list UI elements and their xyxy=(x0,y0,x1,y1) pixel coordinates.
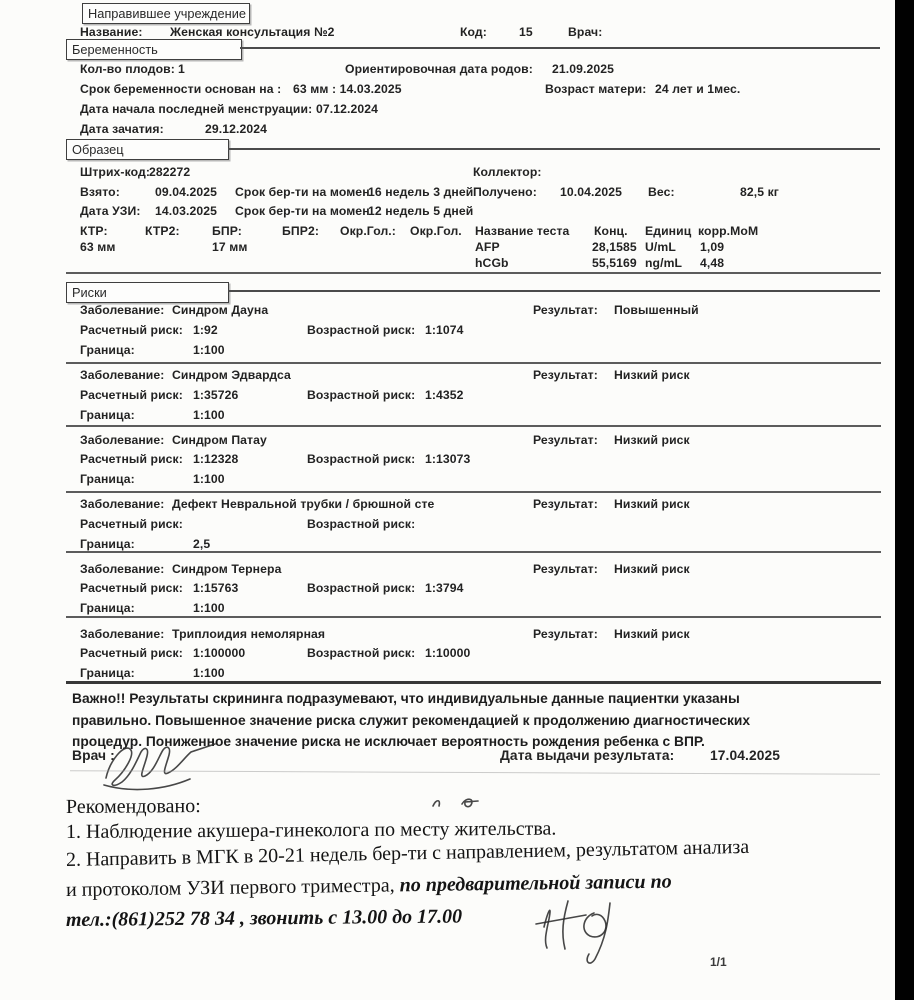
disease-value: Синдром Тернера xyxy=(172,562,282,576)
risk-separator xyxy=(66,551,881,553)
recommendation-line-4: тел.:(861)252 78 34 , звонить с 13.00 до 17.00 xyxy=(65,905,463,931)
term-at-taken-value: 16 недель 3 дней xyxy=(368,185,474,199)
age-risk-label: Возрастной риск: xyxy=(307,646,416,660)
calc-risk-label: Расчетный риск: xyxy=(80,323,183,337)
calc-risk-value: 1:92 xyxy=(193,323,218,337)
due-date-label: Ориентировочная дата родов: xyxy=(345,62,533,76)
calc-risk-label: Расчетный риск: xyxy=(80,517,183,531)
result-value: Низкий риск xyxy=(614,562,690,576)
section-title-sample: Образец xyxy=(66,139,229,160)
age-risk-value: 1:4352 xyxy=(425,388,464,402)
cutoff-label: Граница: xyxy=(80,666,135,680)
uzi-date-value: 14.03.2025 xyxy=(155,204,217,218)
sample-rule xyxy=(228,148,880,150)
taken-value: 09.04.2025 xyxy=(155,185,217,199)
received-label: Получено: xyxy=(473,185,537,199)
doctor-signature-label: Врач : xyxy=(72,748,115,763)
received-value: 10.04.2025 xyxy=(560,185,622,199)
pregnancy-rule xyxy=(240,47,880,49)
pen-marks xyxy=(428,792,484,812)
recommendation-line-3-emphasis: по предварительной записи по xyxy=(399,870,672,897)
weight-value: 82,5 кг xyxy=(740,185,779,199)
result-value: Низкий риск xyxy=(614,433,690,447)
bpr-value: 17 мм xyxy=(212,240,248,254)
disease-label: Заболевание: xyxy=(80,368,165,382)
disease-value: Синдром Эдвардса xyxy=(172,368,291,382)
referral-name-value: Женская консультация №2 xyxy=(170,25,335,39)
result-value: Низкий риск xyxy=(614,497,690,511)
term-at-uzi-value: 12 недель 5 дней xyxy=(368,204,474,218)
ktr-value: 63 мм xyxy=(80,240,116,254)
calc-risk-value: 1:12328 xyxy=(193,452,239,466)
age-risk-label: Возрастной риск: xyxy=(307,388,416,402)
age-risk-label: Возрастной риск: xyxy=(307,323,416,337)
weight-label: Вес: xyxy=(648,185,675,199)
age-risk-value: 1:3794 xyxy=(425,581,464,595)
lmp-label: Дата начала последней менструации: xyxy=(80,102,313,116)
age-risk-label: Возрастной риск: xyxy=(307,517,416,531)
issue-date-label: Дата выдачи результата: xyxy=(500,748,675,763)
referral-doctor-label: Врач: xyxy=(568,25,603,39)
meas-header-ktr: КТР: xyxy=(80,224,108,238)
age-risk-value: 1:1074 xyxy=(425,323,464,337)
test-header-conc: Конц. xyxy=(594,224,628,238)
test-row-name: AFP xyxy=(475,240,500,254)
cutoff-label: Граница: xyxy=(80,343,135,357)
cutoff-value: 1:100 xyxy=(193,408,225,422)
second-signature xyxy=(528,893,638,965)
conception-value: 29.12.2024 xyxy=(205,122,267,136)
test-row-mom: 1,09 xyxy=(700,240,725,254)
calc-risk-label: Расчетный риск: xyxy=(80,388,183,402)
fetus-count-value: 1 xyxy=(178,62,185,76)
issue-date-value: 17.04.2025 xyxy=(710,748,781,763)
disease-value: Дефект Невральной трубки / брюшной сте xyxy=(172,497,435,511)
result-label: Результат: xyxy=(533,562,598,576)
referral-name-label: Название: xyxy=(80,25,143,39)
risks-rule xyxy=(228,290,880,292)
uzi-date-label: Дата УЗИ: xyxy=(80,204,141,218)
result-label: Результат: xyxy=(533,368,598,382)
meas-header-ktr2: КТР2: xyxy=(145,224,180,238)
cutoff-value: 1:100 xyxy=(193,666,225,680)
section-title-referral: Направившее учреждение xyxy=(82,3,250,24)
due-date-value: 21.09.2025 xyxy=(552,62,614,76)
conception-label: Дата зачатия: xyxy=(80,122,164,136)
test-row-mom: 4,48 xyxy=(700,256,725,270)
risk-separator xyxy=(66,425,881,427)
test-row-unit: ng/mL xyxy=(645,256,683,270)
cutoff-label: Граница: xyxy=(80,408,135,422)
cutoff-label: Граница: xyxy=(80,537,135,551)
recommendation-line-3-regular: и протоколом УЗИ первого триместра, xyxy=(65,874,400,901)
cutoff-value: 1:100 xyxy=(193,343,225,357)
test-row-conc: 28,1585 xyxy=(592,240,637,254)
page-number: 1/1 xyxy=(710,955,727,969)
disease-label: Заболевание: xyxy=(80,627,165,641)
barcode-label: Штрих-код: xyxy=(80,165,151,179)
cutoff-label: Граница: xyxy=(80,472,135,486)
mother-age-label: Возраст матери: xyxy=(545,82,647,96)
disease-value: Триплоидия немолярная xyxy=(172,627,326,641)
cutoff-label: Граница: xyxy=(80,601,135,615)
doctor-signature xyxy=(98,738,228,794)
risk-separator xyxy=(66,491,881,493)
disease-label: Заболевание: xyxy=(80,303,165,317)
result-value: Низкий риск xyxy=(614,627,690,641)
result-label: Результат: xyxy=(533,433,598,447)
referral-code-label: Код: xyxy=(460,25,487,39)
mother-age-value: 24 лет и 1мес. xyxy=(655,82,741,96)
section-title-pregnancy: Беременность xyxy=(66,39,242,60)
recommendations-title: Рекомендовано: xyxy=(65,795,201,818)
test-row-unit: U/mL xyxy=(645,240,676,254)
calc-risk-value: 1:35726 xyxy=(193,388,239,402)
result-label: Результат: xyxy=(533,497,598,511)
meas-header-head-circ2: Окр.Гол. xyxy=(410,224,462,238)
test-header-mom: корр.МоМ xyxy=(698,224,759,238)
calc-risk-label: Расчетный риск: xyxy=(80,452,183,466)
collector-label: Коллектор: xyxy=(473,165,542,179)
sample-bottom-rule xyxy=(66,272,881,274)
disease-label: Заболевание: xyxy=(80,497,165,511)
age-risk-label: Возрастной риск: xyxy=(307,452,416,466)
test-header-name: Название теста xyxy=(475,224,570,238)
age-risk-value: 1:10000 xyxy=(425,646,471,660)
term-basis-value: 63 мм : 14.03.2025 xyxy=(293,82,402,96)
section-title-risks: Риски xyxy=(66,282,229,303)
risks-bottom-rule xyxy=(66,681,881,684)
disease-label: Заболевание: xyxy=(80,562,165,576)
scan-edge-strip xyxy=(895,0,914,1000)
recommendation-line-1: 1. Наблюдение акушера-гинеколога по месту жительства. xyxy=(65,817,557,843)
fetus-count-label: Кол-во плодов: xyxy=(80,62,175,76)
cutoff-value: 2,5 xyxy=(193,537,211,551)
taken-label: Взято: xyxy=(80,185,120,199)
result-label: Результат: xyxy=(533,303,598,317)
calc-risk-label: Расчетный риск: xyxy=(80,646,183,660)
disease-label: Заболевание: xyxy=(80,433,165,447)
risk-separator xyxy=(66,616,881,618)
meas-header-bpr2: БПР2: xyxy=(282,224,319,238)
result-value: Низкий риск xyxy=(614,368,690,382)
disease-value: Синдром Дауна xyxy=(172,303,269,317)
calc-risk-value: 1:15763 xyxy=(193,581,239,595)
referral-code-value: 15 xyxy=(519,25,533,39)
recommendation-line-2: 2. Направить в МГК в 20-21 недель бер-ти с направлением, результатом анализа xyxy=(65,835,750,871)
test-row-conc: 55,5169 xyxy=(592,256,637,270)
barcode-value: 282272 xyxy=(149,165,191,179)
meas-header-bpr: БПР: xyxy=(212,224,242,238)
meas-header-head-circ: Окр.Гол.: xyxy=(340,224,396,238)
disease-value: Синдром Патау xyxy=(172,433,267,447)
risk-separator xyxy=(66,362,881,364)
term-basis-label: Срок беременности основан на : xyxy=(80,82,282,96)
age-risk-value: 1:13073 xyxy=(425,452,471,466)
cutoff-value: 1:100 xyxy=(193,472,225,486)
important-notice: Важно!! Результаты скрининга подразумевают, что индивидуальные данные пациентки указаны правильно. Повышенное значение риска служит рекомендацией к продолжению диагностических процедур. Пониженное значение риска не исключает вероятность рождения ребенка с ВПР. xyxy=(72,691,751,749)
test-header-unit: Единиц xyxy=(645,224,692,238)
term-at-uzi-label: Срок бер-ти на момен xyxy=(235,204,370,218)
result-label: Результат: xyxy=(533,627,598,641)
test-row-name: hCGb xyxy=(475,256,509,270)
result-value: Повышенный xyxy=(614,303,699,317)
calc-risk-label: Расчетный риск: xyxy=(80,581,183,595)
calc-risk-value: 1:100000 xyxy=(193,646,246,660)
age-risk-label: Возрастной риск: xyxy=(307,581,416,595)
cutoff-value: 1:100 xyxy=(193,601,225,615)
term-at-taken-label: Срок бер-ти на момен xyxy=(235,185,370,199)
lmp-value: 07.12.2024 xyxy=(316,102,378,116)
